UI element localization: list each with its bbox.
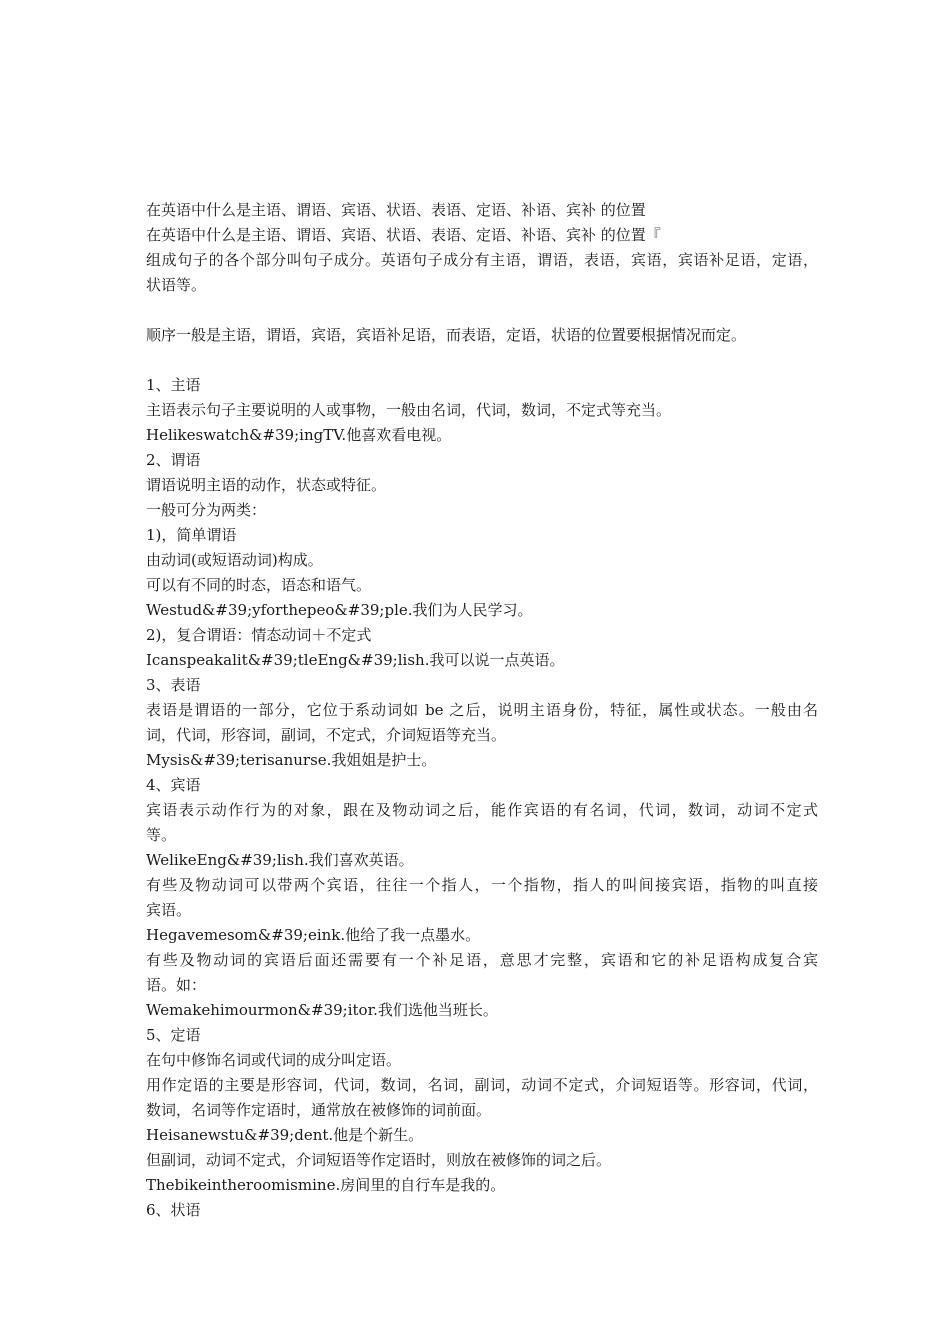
subject-example: Helikeswatch&#39;ingTV.他喜欢看电视。	[146, 426, 452, 444]
simple-predicate-text: 可以有不同的时态，语态和语气。	[146, 576, 372, 594]
document-title: 在英语中什么是主语、谓语、宾语、状语、表语、定语、补语、宾补 的位置	[146, 201, 646, 219]
complex-object-example: Wemakehimourmon&#39;itor.我们选他当班长。	[146, 1001, 498, 1019]
double-object-text-end: 宾语。	[146, 901, 192, 919]
double-object-example: Hegavemesom&#39;eink.他给了我一点墨水。	[146, 926, 481, 944]
predicative-definition-end: 词，代词，形容词，副词，不定式，介词短语等充当。	[146, 726, 507, 744]
paragraph-intro-end: 状语等。	[146, 276, 207, 294]
simple-predicate-text: 由动词(或短语动词)构成。	[146, 551, 323, 569]
predicative-example: Mysis&#39;terisanurse.我姐姐是护士。	[146, 751, 437, 769]
attribute-definition: 在句中修饰名词或代词的成分叫定语。	[146, 1051, 402, 1069]
blank-line	[146, 298, 818, 323]
attribute-post-text: 但副词，动词不定式，介词短语等作定语时，则放在被修饰的词之后。	[146, 1151, 612, 1169]
simple-predicate-example: Westud&#39;yforthepeo&#39;ple.我们为人民学习。	[146, 601, 533, 619]
subject-definition: 主语表示句子主要说明的人或事物，一般由名词，代词，数词，不定式等充当。	[146, 401, 672, 419]
complex-object-text-end: 语。如：	[146, 976, 207, 994]
compound-predicate-heading: 2)，复合谓语：情态动词＋不定式	[146, 626, 372, 644]
attribute-usage-text: 用作定语的主要是形容词，代词，数词，名词，副词，动词不定式，介词短语等。形容词，代词，	[146, 1076, 818, 1094]
attribute-post-example: Thebikeintheroomismine.房间里的自行车是我的。	[146, 1176, 506, 1194]
simple-predicate-heading: 1)，简单谓语	[146, 526, 237, 544]
predicative-definition: 表语是谓语的一部分，它位于系动词如 be 之后，说明主语身份，特征，属性或状态。一般由名	[146, 701, 818, 719]
complex-object-text: 有些及物动词的宾语后面还需要有一个补足语，意思才完整，宾语和它的补足语构成复合宾	[146, 951, 818, 969]
paragraph-order: 顺序一般是主语，谓语，宾语，宾语补足语，而表语，定语，状语的位置要根据情况而定。	[146, 326, 747, 344]
document-body	[146, 198, 818, 1223]
section-heading-attribute: 5、定语	[146, 1026, 201, 1044]
section-heading-predicative: 3、表语	[146, 676, 201, 694]
object-definition-end: 等。	[146, 826, 177, 844]
paragraph-intro: 组成句子的各个部分叫句子成分。英语句子成分有主语，谓语，表语，宾语，宾语补足语，定语，	[146, 251, 818, 269]
predicate-definition: 谓语说明主语的动作，状态或特征。	[146, 476, 387, 494]
double-object-text: 有些及物动词可以带两个宾语，往往一个指人，一个指物，指人的叫间接宾语，指物的叫直接	[146, 876, 818, 894]
section-heading-subject: 1、主语	[146, 376, 201, 394]
predicate-categories: 一般可分为两类：	[146, 501, 267, 519]
object-definition: 宾语表示动作行为的对象，跟在及物动词之后，能作宾语的有名词，代词，数词，动词不定式	[146, 801, 818, 819]
section-heading-adverbial: 6、状语	[146, 1201, 201, 1219]
section-heading-object: 4、宾语	[146, 776, 201, 794]
document-subtitle: 在英语中什么是主语、谓语、宾语、状语、表语、定语、补语、宾补 的位置『	[146, 226, 661, 244]
blank-line	[146, 348, 818, 373]
attribute-example: Heisanewstu&#39;dent.他是个新生。	[146, 1126, 424, 1144]
object-example: WelikeEng&#39;lish.我们喜欢英语。	[146, 851, 414, 869]
compound-predicate-example: Icanspeakalit&#39;tleEng&#39;lish.我可以说一点英语。	[146, 651, 565, 669]
section-heading-predicate: 2、谓语	[146, 451, 201, 469]
attribute-usage-text-end: 数词，名词等作定语时，通常放在被修饰的词前面。	[146, 1101, 492, 1119]
